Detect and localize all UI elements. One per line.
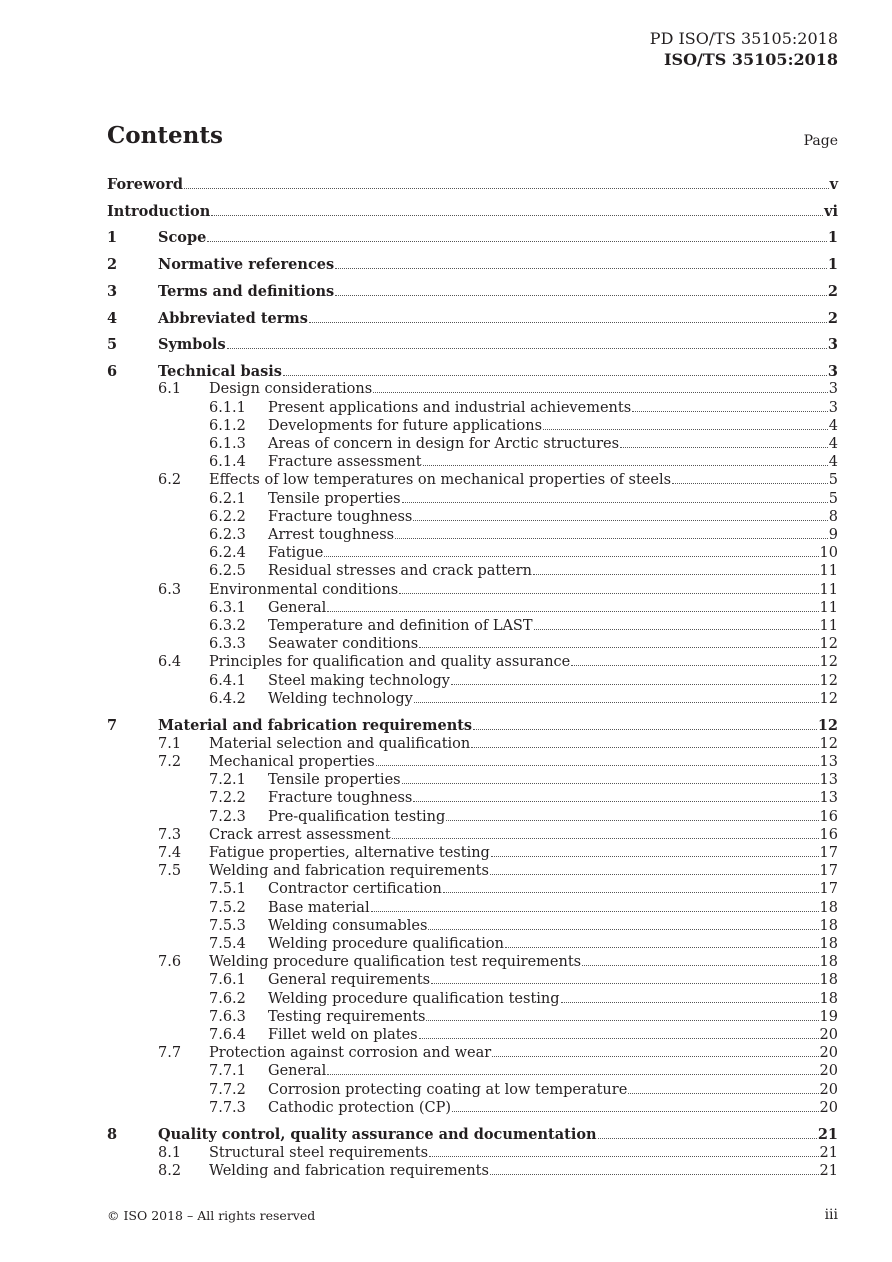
toc-entry[interactable] — [0, 336, 892, 356]
toc-entry-number: 6.1.3 — [209, 436, 246, 452]
dot-leader — [414, 701, 819, 703]
toc-entry-page: 18 — [819, 972, 838, 989]
toc-entry-page: 12 — [819, 735, 838, 752]
toc-entry-label: Principles for qualification and quality assurance — [209, 654, 571, 671]
toc-entry-number: 7.3 — [158, 826, 182, 843]
toc-entry[interactable] — [0, 454, 892, 474]
dot-leader — [211, 214, 823, 216]
toc-entry-number: 7.6.3 — [209, 1008, 246, 1025]
dot-leader — [402, 501, 828, 503]
toc-entry-label: Fatigue — [268, 545, 324, 562]
toc-entry[interactable] — [0, 203, 892, 223]
toc-entry[interactable] — [0, 809, 892, 829]
toc-entry-label: Tensile properties — [268, 772, 401, 789]
toc-entry-label: Pre-qualification testing — [268, 808, 446, 825]
toc-entry-number: 7.5.1 — [209, 881, 246, 898]
toc-entry[interactable] — [0, 881, 892, 901]
toc-entry[interactable] — [0, 229, 892, 249]
dot-leader — [490, 1173, 819, 1175]
toc-entry[interactable] — [0, 283, 892, 303]
toc-entry-number: 6.1.4 — [209, 454, 246, 471]
toc-entry-number: 8.1 — [158, 1144, 182, 1161]
document-header — [650, 28, 838, 70]
toc-entry[interactable] — [0, 1163, 892, 1183]
toc-entry-label: Welding consumables — [268, 917, 428, 934]
dot-leader — [628, 1092, 818, 1094]
toc-entry-number: 6.2.5 — [209, 563, 246, 580]
toc-entry-number: 6.2.3 — [209, 527, 246, 543]
toc-entry-page: 12 — [819, 690, 838, 707]
toc-entry-label: Mechanical properties — [209, 754, 375, 770]
toc-entry[interactable] — [0, 654, 892, 674]
toc-entry-number: 6.1.1 — [209, 399, 246, 416]
toc-entry[interactable] — [0, 176, 892, 196]
toc-entry[interactable] — [0, 491, 892, 511]
toc-entry-page: 2 — [827, 282, 838, 300]
toc-entry-number: 7.6.2 — [209, 990, 246, 1007]
toc-entry[interactable] — [0, 936, 892, 956]
toc-entry-label: Testing requirements — [268, 1008, 426, 1025]
dot-leader — [505, 946, 819, 948]
toc-entry-number: 6.1 — [158, 381, 182, 398]
toc-entry[interactable] — [0, 527, 892, 547]
toc-entry-number: 8 — [107, 1126, 118, 1144]
toc-entry[interactable] — [0, 1063, 892, 1083]
toc-entry-number: 3 — [107, 282, 118, 300]
toc-entry-label: General requirements — [268, 972, 431, 989]
toc-entry-label: Fracture toughness — [268, 790, 413, 807]
header-national-designation: PD ISO/TS 35105:2018 — [649, 29, 838, 48]
dot-leader — [327, 1073, 818, 1075]
toc-entry[interactable] — [0, 673, 892, 693]
toc-entry-page: 12 — [819, 636, 838, 653]
toc-entry-label: Seawater conditions — [268, 636, 419, 653]
dot-leader — [283, 374, 827, 376]
toc-entry-number: 7.7 — [158, 1045, 182, 1062]
toc-entry-page: 11 — [819, 618, 838, 634]
toc-entry[interactable] — [0, 1045, 892, 1065]
toc-entry-label: Foreword — [107, 176, 183, 193]
toc-entry-page: 3 — [827, 336, 838, 354]
toc-entry-label: Corrosion protecting coating at low temperature — [268, 1081, 628, 1098]
toc-entry-label: Quality control, quality assurance and documentation — [158, 1126, 597, 1144]
toc-entry-number: 7.5.2 — [209, 899, 246, 916]
toc-entry-page: 21 — [817, 1126, 838, 1144]
toc-entry-page: 12 — [817, 717, 838, 735]
toc-entry-page: 13 — [819, 790, 838, 807]
dot-leader — [413, 800, 818, 802]
toc-entry-label: Fatigue properties, alternative testing — [209, 845, 490, 861]
toc-entry[interactable] — [0, 1027, 892, 1047]
toc-entry-label: Welding technology — [268, 690, 413, 707]
toc-entry-page: 18 — [819, 899, 838, 916]
toc-entry-label: Areas of concern in design for Arctic structures — [268, 436, 620, 452]
toc-entry-label: Temperature and definition of LAST — [268, 618, 533, 634]
dot-leader — [324, 555, 818, 557]
dot-leader — [451, 683, 819, 685]
toc-entry-page: vi — [824, 202, 838, 220]
toc-entry-label: Material selection and qualification — [209, 735, 471, 752]
dot-leader — [582, 964, 818, 966]
toc-entry-number: 7.2.1 — [209, 772, 246, 789]
toc-entry-label: Terms and definitions — [158, 282, 335, 300]
dot-leader — [428, 928, 818, 930]
toc-entry-label: Introduction — [107, 202, 211, 220]
toc-entry-label: Base material — [268, 899, 370, 916]
toc-entry[interactable] — [0, 363, 892, 383]
toc-entry-label: Protection against corrosion and wear — [209, 1045, 492, 1062]
toc-entry-label: Fillet weld on plates — [268, 1027, 418, 1043]
dot-leader — [446, 819, 818, 821]
toc-entry-number: 7.5.3 — [209, 917, 246, 934]
toc-entry[interactable] — [0, 1126, 892, 1146]
toc-entry-label: Effects of low temperatures on mechanical properties of steels — [209, 472, 672, 489]
toc-entry-label: Cathodic protection (CP) — [268, 1099, 452, 1116]
toc-entry-number: 6.3.1 — [209, 599, 246, 616]
toc-entry-page: 20 — [819, 1099, 838, 1116]
toc-entry[interactable] — [0, 1009, 892, 1029]
toc-entry-number: 7.7.1 — [209, 1063, 246, 1080]
toc-entry-page: 5 — [828, 490, 838, 507]
toc-entry[interactable] — [0, 863, 892, 883]
toc-entry[interactable] — [0, 582, 892, 602]
toc-entry[interactable] — [0, 772, 892, 792]
toc-entry-page: v — [829, 176, 838, 193]
toc-entry[interactable] — [0, 717, 892, 737]
toc-entry-number: 6.3.2 — [209, 618, 246, 634]
toc-entry-page: 8 — [828, 508, 838, 525]
toc-entry[interactable] — [0, 563, 892, 583]
toc-entry-label: Crack arrest assessment — [209, 826, 391, 843]
dot-leader — [335, 267, 827, 269]
toc-entry[interactable] — [0, 845, 892, 865]
toc-entry-number: 7.5 — [158, 863, 182, 880]
toc-entry-number: 7 — [107, 717, 118, 735]
dot-leader — [672, 482, 828, 484]
dot-leader — [184, 187, 829, 189]
toc-entry-number: 2 — [107, 256, 118, 274]
toc-entry-label: Fracture assessment — [268, 454, 422, 471]
toc-entry-number: 6.2.4 — [209, 545, 246, 562]
toc-entry-page: 4 — [828, 417, 838, 434]
toc-entry-label: Welding procedure qualification testing — [268, 990, 560, 1007]
toc-entry-page: 13 — [819, 754, 838, 770]
dot-leader — [620, 446, 828, 448]
toc-entry-page: 12 — [819, 654, 838, 671]
dot-leader — [309, 321, 827, 323]
toc-entry[interactable] — [0, 400, 892, 420]
toc-entry-page: 5 — [828, 472, 838, 489]
toc-entry-number: 6.2.1 — [209, 490, 246, 507]
toc-entry[interactable] — [0, 310, 892, 330]
toc-entry[interactable] — [0, 256, 892, 276]
toc-entry-number: 6.4 — [158, 654, 182, 671]
dot-leader — [471, 746, 818, 748]
toc-entry[interactable] — [0, 618, 892, 638]
toc-entry-page: 10 — [819, 545, 838, 562]
toc-entry-number: 6.3 — [158, 581, 182, 598]
toc-entry-number: 7.4 — [158, 845, 182, 861]
toc-entry-page: 4 — [828, 436, 838, 452]
toc-entry-number: 5 — [107, 336, 118, 354]
toc-entry-label: Structural steel requirements — [209, 1144, 429, 1161]
dot-leader — [543, 428, 828, 430]
dot-leader — [571, 664, 818, 666]
toc-entry[interactable] — [0, 472, 892, 492]
toc-entry-page: 13 — [819, 772, 838, 789]
toc-entry-page: 11 — [819, 581, 838, 598]
dot-leader — [443, 891, 819, 893]
dot-leader — [413, 519, 827, 521]
toc-entry-label: Scope — [158, 229, 207, 247]
toc-entry-number: 7.2.3 — [209, 808, 246, 825]
toc-entry-page: 17 — [819, 845, 838, 861]
toc-entry-number: 7.5.4 — [209, 936, 246, 952]
toc-entry-page: 21 — [819, 1163, 838, 1179]
toc-entry-label: Fracture toughness — [268, 508, 413, 525]
toc-entry-page: 16 — [819, 826, 838, 843]
header-iso-designation: ISO/TS 35105:2018 — [664, 50, 838, 69]
toc-entry-page: 1 — [827, 256, 838, 274]
toc-entry-label: Residual stresses and crack pattern — [268, 563, 532, 580]
toc-entry-number: 7.2 — [158, 754, 182, 770]
toc-entry[interactable] — [0, 600, 892, 620]
dot-leader — [335, 294, 827, 296]
toc-entry-page: 3 — [828, 381, 838, 398]
dot-leader — [473, 728, 817, 730]
toc-entry-number: 7.7.2 — [209, 1081, 246, 1098]
dot-leader — [431, 982, 818, 984]
toc-entry[interactable] — [0, 1100, 892, 1120]
toc-entry[interactable] — [0, 954, 892, 974]
toc-entry-number: 7.1 — [158, 735, 182, 752]
dot-leader — [452, 1110, 818, 1112]
toc-entry[interactable] — [0, 418, 892, 438]
dot-leader — [492, 1055, 818, 1057]
toc-entry-number: 7.2.2 — [209, 790, 246, 807]
dot-leader — [561, 1001, 819, 1003]
toc-entry[interactable] — [0, 1082, 892, 1102]
toc-entry-label: Welding procedure qualification test requirements — [209, 954, 582, 971]
toc-entry-page: 17 — [819, 863, 838, 880]
page-number: iii — [824, 1207, 838, 1223]
toc-entry-label: Welding and fabrication requirements — [209, 1163, 489, 1179]
dot-leader — [395, 537, 828, 539]
toc-entry-number: 6 — [107, 362, 118, 380]
toc-entry-page: 21 — [819, 1144, 838, 1161]
dot-leader — [373, 391, 828, 393]
dot-leader — [207, 240, 827, 242]
toc-entry-label: Design considerations — [209, 381, 373, 398]
toc-entry-page: 20 — [819, 1027, 838, 1043]
toc-entry-number: 6.4.1 — [209, 672, 246, 689]
toc-entry-label: General — [268, 599, 327, 616]
dot-leader — [423, 464, 828, 466]
toc-entry-label: Abbreviated terms — [158, 309, 308, 327]
toc-entry-page: 12 — [819, 672, 838, 689]
toc-entry-page: 11 — [819, 599, 838, 616]
toc-entry-page: 11 — [819, 563, 838, 580]
toc-entry-label: Contractor certification — [268, 881, 442, 898]
toc-entry-label: Steel making technology — [268, 672, 450, 689]
dot-leader — [371, 910, 819, 912]
dot-leader — [429, 1155, 819, 1157]
dot-leader — [490, 873, 819, 875]
toc-entry-number: 1 — [107, 229, 118, 247]
toc-entry-number: 6.2.2 — [209, 508, 246, 525]
toc-entry[interactable] — [0, 754, 892, 774]
toc-entry-number: 7.6.1 — [209, 972, 246, 989]
dot-leader — [534, 628, 819, 630]
toc-entry-label: Welding procedure qualification — [268, 936, 504, 952]
toc-entry-number: 6.4.2 — [209, 690, 246, 707]
dot-leader — [399, 592, 818, 594]
dot-leader — [598, 1137, 817, 1139]
toc-entry-label: Environmental conditions — [209, 581, 399, 598]
toc-entry-label: Normative references — [158, 256, 335, 274]
toc-entry-page: 2 — [827, 309, 838, 327]
toc-entry[interactable] — [0, 636, 892, 656]
toc-entry-number: 6.1.2 — [209, 417, 246, 434]
toc-entry[interactable] — [0, 436, 892, 456]
toc-entry[interactable] — [0, 381, 892, 401]
toc-entry-page: 3 — [828, 399, 838, 416]
toc-entry-page: 3 — [827, 362, 838, 380]
copyright-notice: © ISO 2018 – All rights reserved — [107, 1208, 316, 1223]
dot-leader — [533, 573, 819, 575]
toc-entry-page: 16 — [819, 808, 838, 825]
toc-entry[interactable] — [0, 545, 892, 565]
toc-entry[interactable] — [0, 827, 892, 847]
toc-entry-page: 1 — [827, 229, 838, 247]
toc-entry-page: 20 — [819, 1081, 838, 1098]
toc-entry-page: 18 — [819, 917, 838, 934]
toc-entry-label: Tensile properties — [268, 490, 401, 507]
dot-leader — [426, 1019, 818, 1021]
toc-entry-page: 18 — [819, 990, 838, 1007]
toc-entry[interactable] — [0, 972, 892, 992]
dot-leader — [402, 782, 819, 784]
dot-leader — [632, 410, 828, 412]
toc-entry-label: Technical basis — [158, 362, 282, 380]
dot-leader — [327, 610, 818, 612]
toc-entry-number: 7.6 — [158, 954, 182, 971]
toc-entry-label: Symbols — [158, 336, 226, 354]
toc-entry-label: Welding and fabrication requirements — [209, 863, 489, 880]
toc-entry[interactable] — [0, 991, 892, 1011]
toc-entry[interactable] — [0, 918, 892, 938]
dot-leader — [376, 764, 819, 766]
dot-leader — [419, 646, 818, 648]
toc-entry[interactable] — [0, 691, 892, 711]
toc-entry-number: 8.2 — [158, 1163, 182, 1179]
toc-entry-page: 18 — [819, 936, 838, 952]
toc-entry-number: 7.6.4 — [209, 1027, 246, 1043]
toc-entry-page: 19 — [819, 1008, 838, 1025]
toc-entry[interactable] — [0, 509, 892, 529]
toc-entry-label: Present applications and industrial achievements — [268, 399, 632, 416]
toc-entry[interactable] — [0, 1145, 892, 1165]
toc-entry-number: 6.3.3 — [209, 636, 246, 653]
toc-entry-number: 6.2 — [158, 472, 182, 489]
page-column-label: Page — [803, 133, 838, 149]
toc-entry-label: General — [268, 1063, 327, 1080]
toc-entry-number: 4 — [107, 309, 118, 327]
page-title: Contents — [107, 122, 223, 149]
dot-leader — [419, 1037, 819, 1039]
toc-entry-label: Arrest toughness — [268, 527, 395, 543]
toc-entry[interactable] — [0, 790, 892, 810]
toc-entry-page: 18 — [819, 954, 838, 971]
toc-entry-page: 17 — [819, 881, 838, 898]
toc-entry-label: Material and fabrication requirements — [158, 717, 473, 735]
toc-entry[interactable] — [0, 736, 892, 756]
toc-entry-page: 4 — [828, 454, 838, 471]
dot-leader — [227, 347, 827, 349]
toc-entry-number: 7.7.3 — [209, 1099, 246, 1116]
toc-entry[interactable] — [0, 900, 892, 920]
toc-entry-page: 20 — [819, 1063, 838, 1080]
dot-leader — [491, 855, 819, 857]
dot-leader — [392, 837, 819, 839]
toc-entry-page: 20 — [819, 1045, 838, 1062]
toc-entry-label: Developments for future applications — [268, 417, 543, 434]
toc-entry-page: 9 — [828, 527, 838, 543]
